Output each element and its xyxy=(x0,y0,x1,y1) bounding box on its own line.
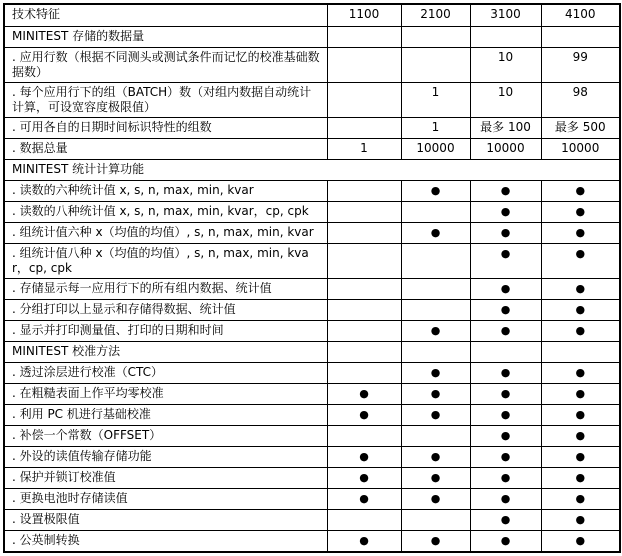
value-cell xyxy=(327,426,401,447)
table-row xyxy=(4,223,620,244)
feature-dot-cell: ● xyxy=(470,181,541,202)
value-cell xyxy=(401,342,470,363)
table-row xyxy=(4,300,620,321)
row-label: . 外设的读值传输存储功能 xyxy=(4,447,327,468)
spec-table-body xyxy=(4,4,620,552)
feature-dot-cell: ● xyxy=(541,279,620,300)
value-cell xyxy=(327,27,401,48)
row-label: . 显示并打印测量值、打印的日期和时间 xyxy=(4,321,327,342)
spec-comparison-table xyxy=(3,3,621,553)
value-cell xyxy=(401,426,470,447)
value-cell: 10000 xyxy=(541,139,620,160)
section-label: MINITEST 统计计算功能 xyxy=(4,160,620,181)
feature-dot-cell: ● xyxy=(470,223,541,244)
value-cell xyxy=(327,300,401,321)
value-cell xyxy=(401,300,470,321)
table-row xyxy=(4,405,620,426)
feature-dot-cell: ● xyxy=(470,202,541,223)
feature-dot-cell: ● xyxy=(541,321,620,342)
section-label: MINITEST 校准方法 xyxy=(4,342,327,363)
table-row xyxy=(4,384,620,405)
feature-dot-cell: ● xyxy=(541,244,620,279)
value-cell xyxy=(327,223,401,244)
row-label: . 保护并锁订校准值 xyxy=(4,468,327,489)
feature-dot-cell: ● xyxy=(470,244,541,279)
feature-dot-cell: ● xyxy=(470,384,541,405)
value-cell: 10 xyxy=(470,48,541,83)
feature-dot-cell: ● xyxy=(327,384,401,405)
row-label: . 读数的八种统计值 x, s, n, max, min, kvar，cp, cpk xyxy=(4,202,327,223)
feature-dot-cell: ● xyxy=(541,426,620,447)
feature-dot-cell: ● xyxy=(541,181,620,202)
model-column-header: 2100 xyxy=(401,4,470,27)
feature-dot-cell: ● xyxy=(401,405,470,426)
feature-dot-cell: ● xyxy=(470,531,541,553)
value-cell xyxy=(327,202,401,223)
value-cell: 10 xyxy=(470,83,541,118)
value-cell xyxy=(327,279,401,300)
feature-dot-cell: ● xyxy=(470,426,541,447)
feature-dot-cell: ● xyxy=(541,489,620,510)
value-cell: 99 xyxy=(541,48,620,83)
value-cell xyxy=(327,363,401,384)
value-cell: 1 xyxy=(327,139,401,160)
feature-dot-cell: ● xyxy=(401,223,470,244)
model-column-header: 4100 xyxy=(541,4,620,27)
feature-dot-cell: ● xyxy=(541,300,620,321)
row-label: . 读数的六种统计值 x, s, n, max, min, kvar xyxy=(4,181,327,202)
value-cell xyxy=(327,342,401,363)
header-row xyxy=(4,4,620,27)
table-row xyxy=(4,202,620,223)
feature-dot-cell: ● xyxy=(470,405,541,426)
value-cell xyxy=(470,342,541,363)
feature-dot-cell: ● xyxy=(541,531,620,553)
value-cell: 10000 xyxy=(401,139,470,160)
table-row xyxy=(4,531,620,553)
feature-dot-cell: ● xyxy=(401,363,470,384)
row-label: . 补偿一个常数（OFFSET） xyxy=(4,426,327,447)
feature-dot-cell: ● xyxy=(541,405,620,426)
table-row xyxy=(4,139,620,160)
table-row xyxy=(4,181,620,202)
value-cell xyxy=(327,83,401,118)
feature-dot-cell: ● xyxy=(401,489,470,510)
feature-dot-cell: ● xyxy=(401,181,470,202)
feature-dot-cell: ● xyxy=(470,447,541,468)
feature-dot-cell: ● xyxy=(327,489,401,510)
table-row xyxy=(4,447,620,468)
table-row xyxy=(4,510,620,531)
feature-column-header: 技术特征 xyxy=(4,4,327,27)
table-row xyxy=(4,426,620,447)
value-cell xyxy=(327,118,401,139)
value-cell xyxy=(401,279,470,300)
value-cell: 1 xyxy=(401,118,470,139)
value-cell: 98 xyxy=(541,83,620,118)
table-row xyxy=(4,83,620,118)
value-cell xyxy=(470,27,541,48)
row-label: . 利用 PC 机进行基础校准 xyxy=(4,405,327,426)
value-cell xyxy=(327,510,401,531)
row-label: . 应用行数（根据不同测头或测试条件而记忆的校准基础数据数） xyxy=(4,48,327,83)
feature-dot-cell: ● xyxy=(327,447,401,468)
row-label: . 透过涂层进行校准（CTC） xyxy=(4,363,327,384)
row-label: . 组统计值八种 x（均值的均值）, s, n, max, min, kvar，cp, cpk xyxy=(4,244,327,279)
feature-dot-cell: ● xyxy=(401,468,470,489)
table-row xyxy=(4,321,620,342)
feature-dot-cell: ● xyxy=(541,363,620,384)
value-cell xyxy=(401,244,470,279)
feature-dot-cell: ● xyxy=(470,489,541,510)
feature-dot-cell: ● xyxy=(401,384,470,405)
row-label: . 数据总量 xyxy=(4,139,327,160)
feature-dot-cell: ● xyxy=(541,384,620,405)
section-row xyxy=(4,160,620,181)
feature-dot-cell: ● xyxy=(470,468,541,489)
section-label: MINITEST 存储的数据量 xyxy=(4,27,327,48)
feature-dot-cell: ● xyxy=(470,363,541,384)
value-cell xyxy=(401,202,470,223)
feature-dot-cell: ● xyxy=(327,468,401,489)
feature-dot-cell: ● xyxy=(401,321,470,342)
value-cell xyxy=(541,342,620,363)
feature-dot-cell: ● xyxy=(470,279,541,300)
row-label: . 可用各自的日期时间标识特性的组数 xyxy=(4,118,327,139)
feature-dot-cell: ● xyxy=(327,531,401,553)
row-label: . 组统计值六种 x（均值的均值）, s, n, max, min, kvar xyxy=(4,223,327,244)
value-cell xyxy=(541,27,620,48)
table-row xyxy=(4,363,620,384)
row-label: . 公英制转换 xyxy=(4,531,327,553)
table-row xyxy=(4,244,620,279)
feature-dot-cell: ● xyxy=(470,510,541,531)
table-row xyxy=(4,489,620,510)
row-label: . 分组打印以上显示和存储得数据、统计值 xyxy=(4,300,327,321)
row-label: . 设置极限值 xyxy=(4,510,327,531)
feature-dot-cell: ● xyxy=(541,223,620,244)
value-cell xyxy=(401,27,470,48)
section-row xyxy=(4,27,620,48)
model-column-header: 3100 xyxy=(470,4,541,27)
feature-dot-cell: ● xyxy=(541,510,620,531)
table-row xyxy=(4,118,620,139)
row-label: . 存储显示每一应用行下的所有组内数据、统计值 xyxy=(4,279,327,300)
section-row xyxy=(4,342,620,363)
table-row xyxy=(4,468,620,489)
feature-dot-cell: ● xyxy=(470,321,541,342)
row-label: . 更换电池时存储读值 xyxy=(4,489,327,510)
value-cell xyxy=(401,48,470,83)
value-cell xyxy=(327,321,401,342)
row-label: . 在粗糙表面上作平均零校准 xyxy=(4,384,327,405)
value-cell xyxy=(327,244,401,279)
feature-dot-cell: ● xyxy=(541,468,620,489)
table-row xyxy=(4,48,620,83)
value-cell: 最多 500 xyxy=(541,118,620,139)
feature-dot-cell: ● xyxy=(541,447,620,468)
model-column-header: 1100 xyxy=(327,4,401,27)
feature-dot-cell: ● xyxy=(401,531,470,553)
row-label: . 每个应用行下的组（BATCH）数（对组内数据自动统计计算，可设宽容度极限值） xyxy=(4,83,327,118)
feature-dot-cell: ● xyxy=(327,405,401,426)
value-cell xyxy=(401,510,470,531)
feature-dot-cell: ● xyxy=(401,447,470,468)
value-cell: 最多 100 xyxy=(470,118,541,139)
feature-dot-cell: ● xyxy=(470,300,541,321)
value-cell: 10000 xyxy=(470,139,541,160)
value-cell xyxy=(327,181,401,202)
value-cell: 1 xyxy=(401,83,470,118)
table-row xyxy=(4,279,620,300)
value-cell xyxy=(327,48,401,83)
feature-dot-cell: ● xyxy=(541,202,620,223)
